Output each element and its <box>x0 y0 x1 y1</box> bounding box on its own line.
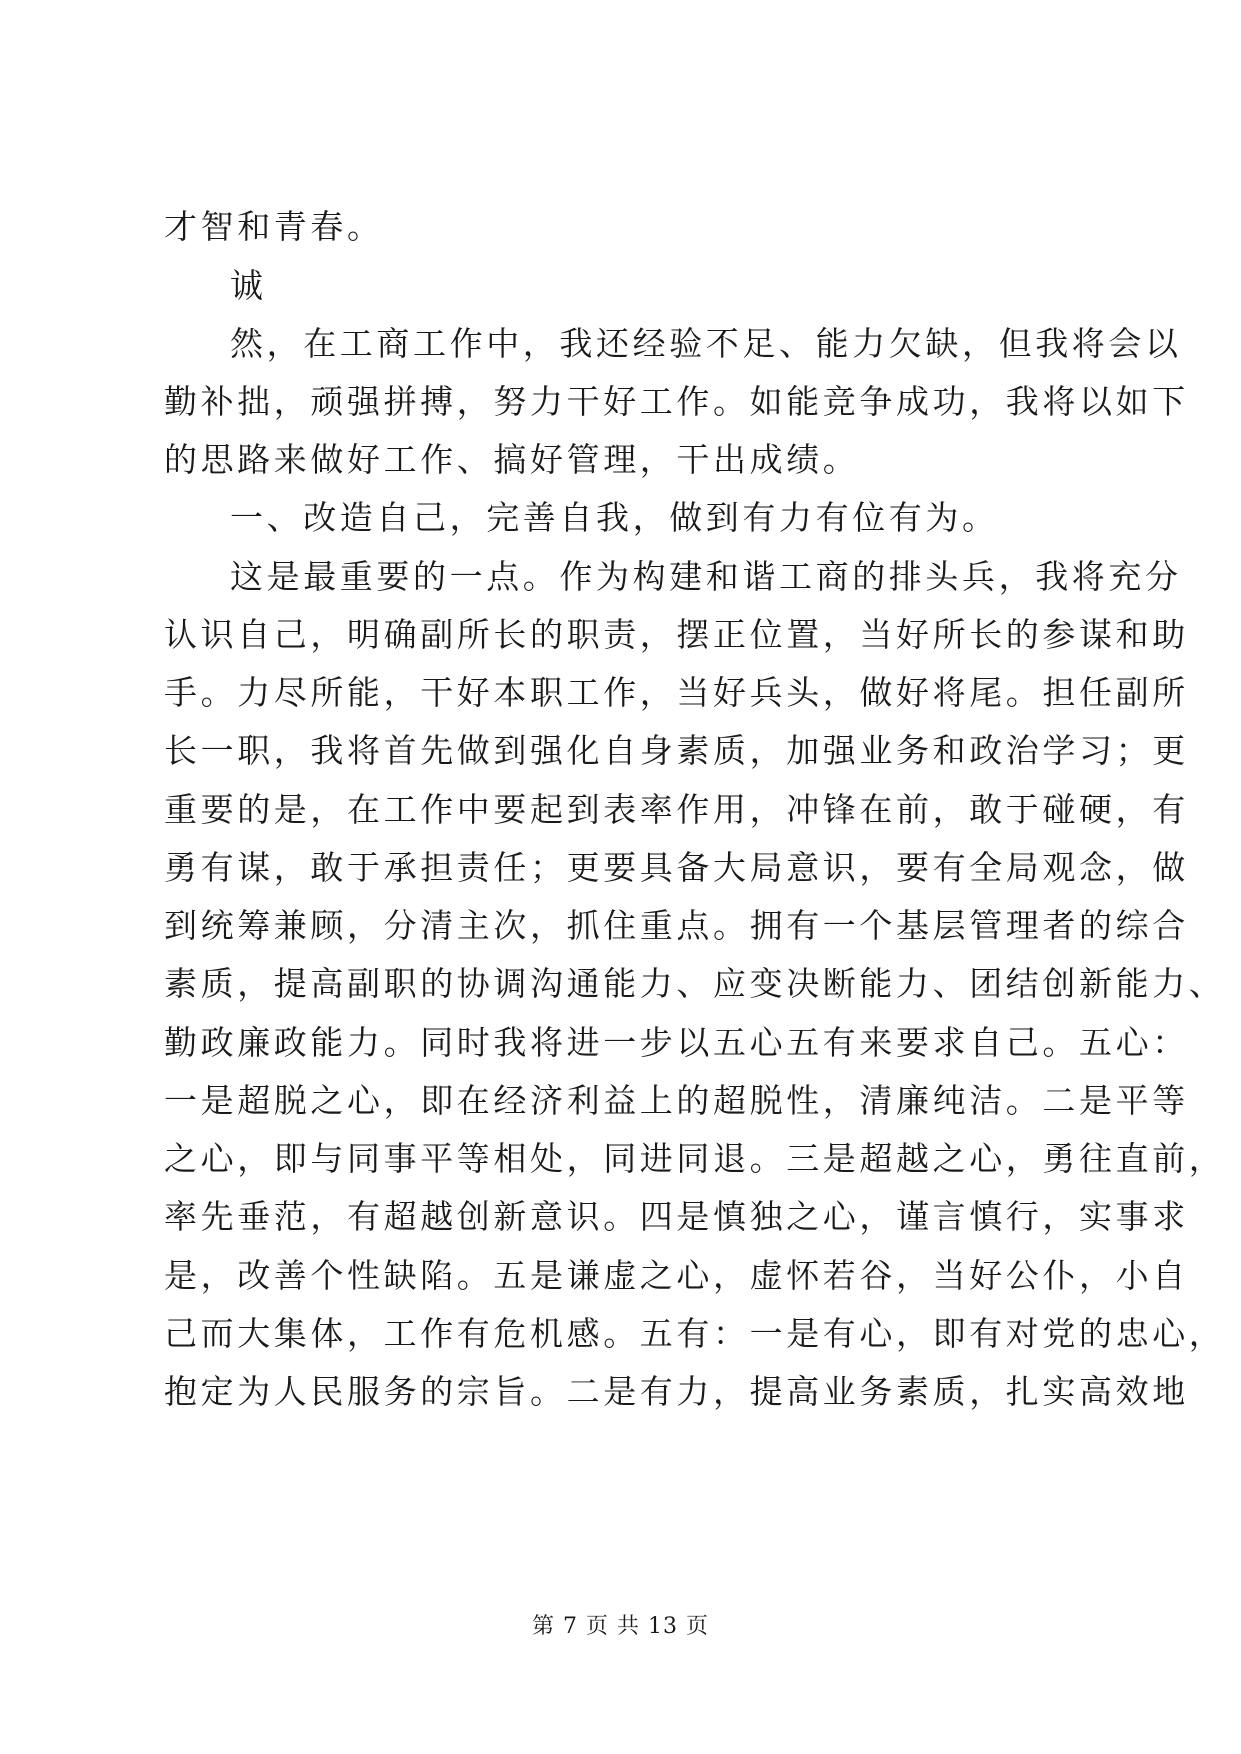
text-line-14: 素质，提高副职的协调沟通能力、应变决断能力、团结创新能力、 <box>164 964 1226 1003</box>
text-line-6: 一、改造自己，完善自我，做到有力有位有为。 <box>230 498 999 537</box>
text-line-2: 诚 <box>230 266 267 305</box>
text-line-8: 认识自己，明确副所长的职责，摆正位置，当好所长的参谋和助 <box>164 615 1189 654</box>
page-footer-number: 第 7 页 共 13 页 <box>532 1614 709 1639</box>
text-line-7: 这是最重要的一点。作为构建和谐工商的排头兵，我将充分 <box>230 557 1182 596</box>
text-line-5: 的思路来做好工作、搞好管理，干出成绩。 <box>164 440 860 479</box>
text-line-21: 抱定为人民服务的宗旨。二是有力，提高业务素质，扎实高效地 <box>164 1372 1189 1411</box>
text-line-12: 勇有谋，敢于承担责任；更要具备大局意识，要有全局观念，做 <box>164 848 1189 887</box>
text-line-13: 到统筹兼顾，分清主次，抓住重点。拥有一个基层管理者的综合 <box>164 906 1189 945</box>
text-line-18: 率先垂范，有超越创新意识。四是慎独之心，谨言慎行，实事求 <box>164 1197 1189 1236</box>
text-line-20: 己而大集体，工作有危机感。五有：一是有心，即有对党的忠心， <box>164 1314 1226 1353</box>
text-line-9: 手。力尽所能，干好本职工作，当好兵头，做好将尾。担任副所 <box>164 673 1189 712</box>
text-line-16: 一是超脱之心，即在经济利益上的超脱性，清廉纯洁。二是平等 <box>164 1081 1189 1120</box>
text-line-4: 勤补拙，顽强拼搏，努力干好工作。如能竞争成功，我将以如下 <box>164 382 1189 421</box>
text-line-19: 是，改善个性缺陷。五是谦虚之心，虚怀若谷，当好公仆，小自 <box>164 1256 1189 1295</box>
text-line-15: 勤政廉政能力。同时我将进一步以五心五有来要求自己。五心： <box>164 1023 1189 1062</box>
text-line-11: 重要的是，在工作中要起到表率作用，冲锋在前，敢于碰硬，有 <box>164 790 1189 829</box>
text-line-17: 之心，即与同事平等相处，同进同退。三是超越之心，勇往直前， <box>164 1139 1226 1178</box>
text-line-10: 长一职，我将首先做到强化自身素质，加强业务和政治学习；更 <box>164 731 1189 770</box>
text-line-1: 才智和青春。 <box>164 207 384 246</box>
text-line-3: 然，在工商工作中，我还经验不足、能力欠缺，但我将会以 <box>230 324 1182 363</box>
